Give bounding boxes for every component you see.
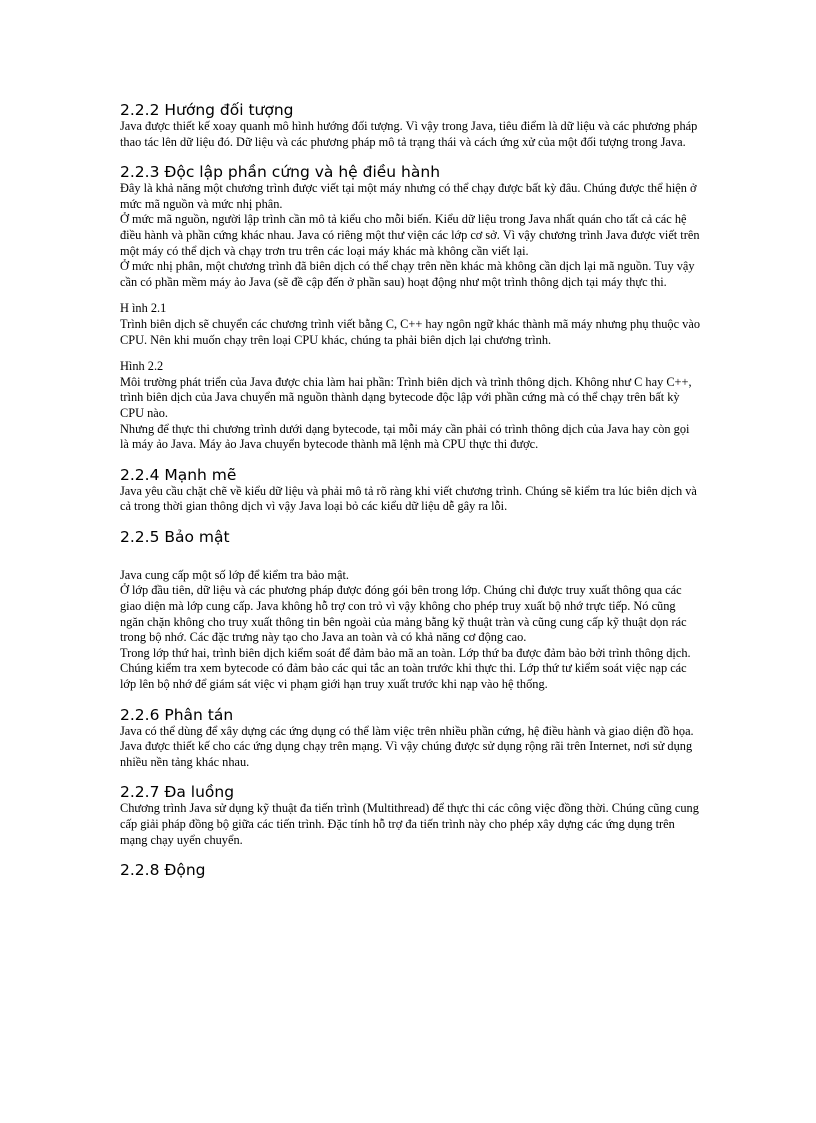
section-heading-platform-independent: 2.2.3 Độc lập phần cứng và hệ điều hành <box>120 163 441 182</box>
section-heading-robust: 2.2.4 Mạnh mẽ <box>120 465 237 484</box>
paragraph: Java yêu cầu chặt chẽ về kiểu dữ liệu và phải mô tả rõ ràng khi viết chương trình. Chúng sẽ kiểm tra lúc biên dịch và cả trong thời gian thông dịch vì vậy Java loại bỏ các kiểu dữ liệu dễ gây ra lỗi. <box>120 483 697 514</box>
paragraph: Trong lớp thứ hai, trình biên dịch kiểm soát để đảm bảo mã an toàn. Lớp thứ ba được đảm bảo bởi trình thông dịch. Chúng kiểm tra xem bytecode có đảm bảo các qui tắc an toàn trước khi thực thi. Lớp thứ tư kiểm soát việc nạp các lớp lên bộ nhớ để giám sát việc vi phạm giới hạn truy xuất trước khi nạp vào hệ thống. <box>120 645 691 692</box>
figure-caption: Môi trường phát triển của Java được chia làm hai phần: Trình biên dịch và trình thông dịch. Không như C hay C++, trình biên dịch của Java chuyển mã nguồn thành dạng bytecode độc lập với phần cứng mà có thể chạy trên bất kỳ CPU nào. <box>120 374 692 420</box>
section-heading-security: 2.2.5 Bảo mật <box>120 527 230 546</box>
paragraph: Java cung cấp một số lớp để kiểm tra bảo mật. <box>120 567 349 582</box>
paragraph: Ở lớp đầu tiên, dữ liệu và các phương pháp được đóng gói bên trong lớp. Chúng chỉ được truy xuất thông qua các giao diện mà lớp cung cấp. Java không hỗ trợ con trỏ vì vậy không cho phép truy xuất bộ nhớ trực tiếp. Nó cũng ngăn chặn không cho truy xuất thông tin bên ngoài của mảng bằng kỹ thuật tràn và cũng cung cấp kỹ thuật dọn rác trong bộ nhớ. Các đặc trưng này tạo cho Java an toàn và có khả năng cơ động cao. <box>120 583 687 645</box>
figure-caption: Trình biên dịch sẽ chuyển các chương trình viết bằng C, C++ hay ngôn ngữ khác thành mã máy nhưng phụ thuộc vào CPU. Nên khi muốn chạy trên loại CPU khác, chúng ta phải biên dịch lại chương trình. <box>120 316 700 347</box>
section-heading-dynamic: 2.2.8 Động <box>120 861 206 880</box>
paragraph: Ở mức nhị phân, một chương trình đã biên dịch có thể chạy trên nền khác mà không cần dịch lại mã nguồn. Tuy vậy cần có phần mềm máy ảo Java (sẽ đề cập đến ở phần sau) hoạt động như một trình thông dịch tại máy thực thi. <box>120 259 695 289</box>
figure-caption: Nhưng để thực thi chương trình dưới dạng bytecode, tại mỗi máy cần phải có trình thông dịch của Java hay còn gọi là máy ảo Java. Máy ảo Java chuyển bytecode thành mã lệnh mà CPU thực thi được. <box>120 421 690 452</box>
paragraph: Java có thể dùng để xây dựng các ứng dụng có thể làm việc trên nhiều phần cứng, hệ điều hành và giao diện đồ họa. Java được thiết kế cho các ứng dụng chạy trên mạng. Vì vậy chúng được sử dụng rộng rãi trên Internet, nơi sử dụng nhiều nền tảng khác nhau. <box>120 723 694 769</box>
section-heading-multithread: 2.2.7 Đa luồng <box>120 783 235 802</box>
document-page <box>120 101 700 879</box>
paragraph: Java được thiết kế xoay quanh mô hình hướng đối tượng. Vì vậy trong Java, tiêu điểm là dữ liệu và các phương pháp thao tác lên dữ liệu đó. Dữ liệu và các phương pháp mô tả trạng thái và cách ứng xử của một đối tượng trong Java. <box>120 119 698 149</box>
figure-label: Hình 2.2 <box>120 359 164 374</box>
paragraph: Chương trình Java sử dụng kỹ thuật đa tiến trình (Multithread) để thực thi các công việc đồng thời. Chúng cũng cung cấp giải pháp đồng bộ giữa các tiến trình. Đặc tính hỗ trợ đa tiến trình này cho phép xây dựng các ứng dụng trên mạng chạy uyển chuyển. <box>120 801 699 847</box>
paragraph: Ở mức mã nguồn, người lập trình cần mô tả kiểu cho mỗi biến. Kiểu dữ liệu trong Java nhất quán cho tất cả các hệ điều hành và phần cứng khác nhau. Java có riêng một thư viện các lớp cơ sở. Vì vậy chương trình Java được viết trên một máy có thể dịch và chạy trơn tru trên các loại máy khác mà không cần viết lại. <box>120 212 700 258</box>
figure-label: H ình 2.1 <box>120 301 167 316</box>
section-heading-distributed: 2.2.6 Phân tán <box>120 705 234 724</box>
paragraph: Đây là khả năng một chương trình được viết tại một máy nhưng có thể chạy được bất kỳ đâu. Chúng được thể hiện ở mức mã nguồn và mức nhị phân. <box>120 181 697 211</box>
section-heading-object-oriented: 2.2.2 Hướng đối tượng <box>120 101 294 119</box>
